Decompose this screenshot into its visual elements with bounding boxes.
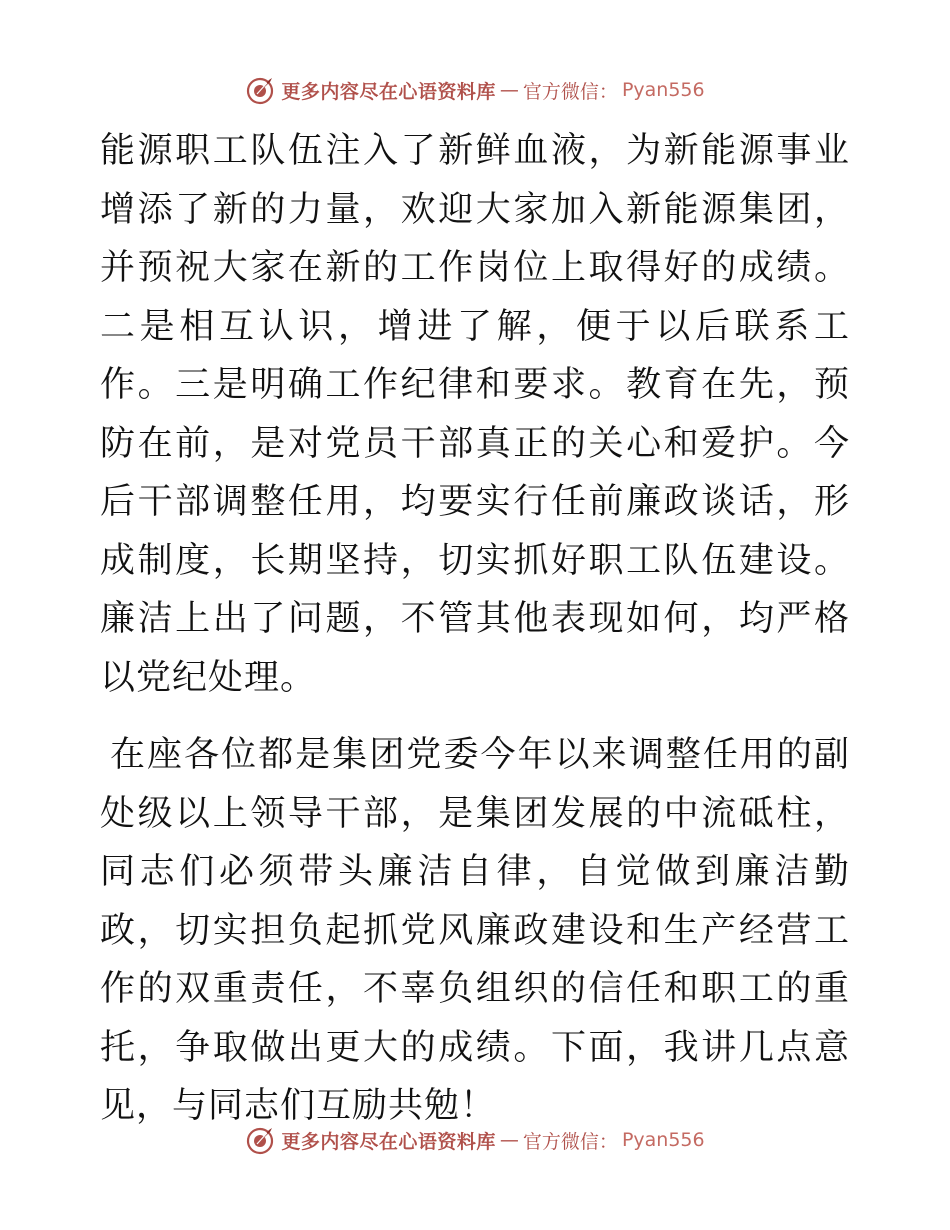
banner-separator: — — [499, 79, 519, 101]
header-banner-content — [245, 74, 704, 106]
paragraph-2: 在座各位都是集团党委今年以来调整任用的副处级以上领导干部，是集团发展的中流砥柱，同志们必须带头廉洁自律，自觉做到廉洁勤政，切实担负起抓党风廉政建设和生产经营工作的双重责任，不辜负组织的信任和职工的重托，争取做出更大的成绩。下面，我讲几点意见，与同志们互励共勉！ — [100, 735, 850, 1126]
banner-wechat-label: 官方微信： — [522, 80, 618, 103]
banner-title: 更多内容尽在心语资料库 — [281, 80, 496, 103]
banner-separator: — — [499, 1129, 519, 1151]
quill-logo-icon — [245, 1124, 277, 1156]
quill-logo-icon — [245, 74, 277, 106]
footer-banner-content — [245, 1124, 704, 1156]
document-body — [100, 122, 850, 1136]
banner-wechat-label: 官方微信： — [522, 1130, 618, 1153]
banner-wechat-id: Pyan556 — [621, 79, 705, 101]
footer-banner — [0, 1120, 950, 1160]
paragraph-1: 能源职工队伍注入了新鲜血液，为新能源事业增添了新的力量，欢迎大家加入新能源集团，并预祝大家在新的工作岗位上取得好的成绩。二是相互认识，增进了解，便于以后联系工作。三是明确工作纪律和要求。教育在先，预防在前，是对党员干部真正的关心和爱护。今后干部调整任用，均要实行任前廉政谈话，形成制度，长期坚持，切实抓好职工队伍建设。廉洁上出了问题，不管其他表现如何，均严格以党纪处理。 — [100, 131, 850, 698]
banner-wechat-id: Pyan556 — [621, 1129, 705, 1151]
header-banner — [0, 70, 950, 110]
banner-title: 更多内容尽在心语资料库 — [281, 1130, 496, 1153]
